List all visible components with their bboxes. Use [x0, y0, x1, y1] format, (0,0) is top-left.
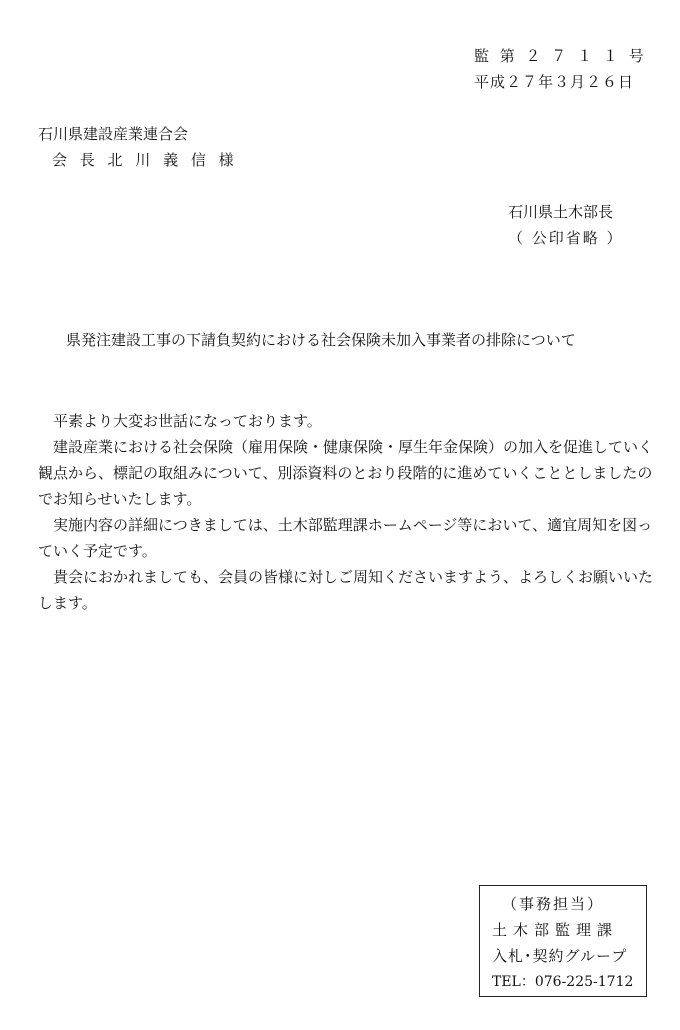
body-paragraph-greeting: 平素より大変お世話になっております。	[53, 412, 322, 430]
body-paragraph-announcement: 建設産業における社会保険（雇用保険・健康保険・厚生年金保険）の加入を促進していく観点から、標記の取組みについて、別添資料のとおり段階的に進めていくこととしましたのでお知らせいたします。	[38, 438, 654, 508]
letter-body	[38, 408, 654, 616]
seal-omitted-note: （ 公印省略 ）	[508, 229, 624, 247]
contact-group: 入札･契約グループ	[492, 947, 628, 965]
addressee-organization: 石川県建設産業連合会	[38, 125, 189, 143]
contact-department: 土木部監理課	[492, 921, 619, 939]
document-number: 監 第 ２ ７ １ １ 号	[474, 47, 647, 65]
body-paragraph-request: 貴会におかれましても、会員の皆様に対しご周知くださいますよう、よろしくお願いいたします。	[38, 568, 654, 612]
contact-phone: TEL：076-225-1712	[492, 974, 634, 990]
document-date: 平成２７年３月２６日	[474, 73, 635, 91]
addressee-name: 会 長 北 川 義 信 様	[52, 151, 238, 169]
sender-organization: 石川県土木部長	[508, 203, 614, 221]
contact-title: （事務担当）	[502, 895, 605, 913]
body-paragraph-details: 実施内容の詳細につきましては、土木部監理課ホームページ等において、適宜周知を図っていく予定です。	[38, 516, 653, 560]
contact-box	[479, 885, 647, 997]
document-subject: 県発注建設工事の下請負契約における社会保険未加入事業者の排除について	[66, 331, 576, 349]
